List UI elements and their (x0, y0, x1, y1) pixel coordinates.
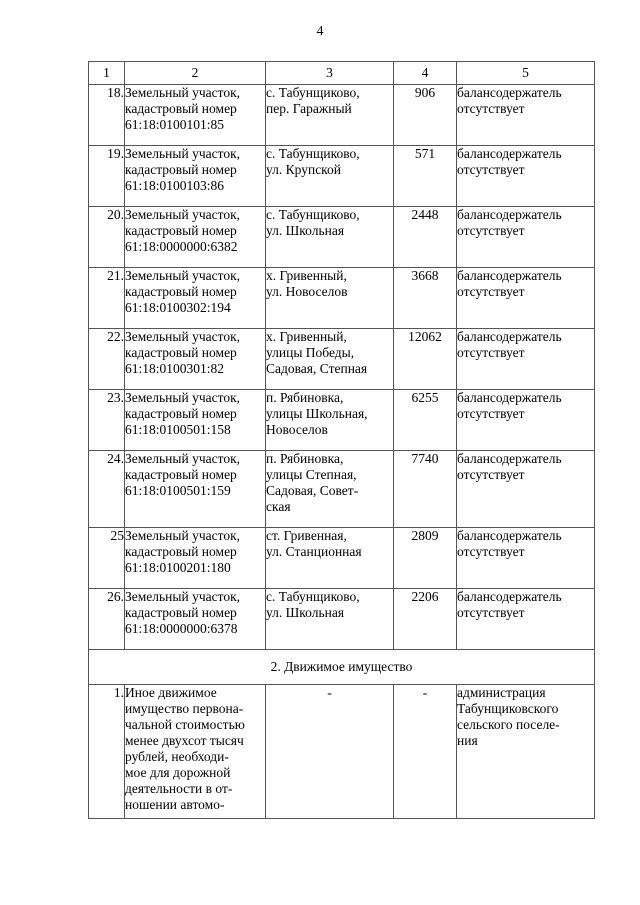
property-name: Земельный участок, кадастровый номер 61:18:0100301:82 (125, 329, 241, 376)
balance-holder: балансодержатель отсутствует (457, 268, 562, 299)
row-number: 23. (89, 390, 125, 451)
balance-holder: балансодержатель отсутствует (457, 329, 562, 360)
property-address: - (266, 685, 394, 819)
row-number: 20. (89, 207, 125, 268)
table-row (89, 268, 595, 329)
table-row (89, 146, 595, 207)
property-area: 7740 (394, 451, 457, 528)
column-header: 3 (266, 62, 394, 85)
property-area: 906 (394, 85, 457, 146)
column-header: 5 (457, 62, 595, 85)
row-number: 21. (89, 268, 125, 329)
property-name: Земельный участок, кадастровый номер 61:18:0000000:6382 (125, 207, 241, 254)
balance-holder: балансодержатель отсутствует (457, 85, 562, 116)
column-header: 1 (89, 62, 125, 85)
property-area: 2206 (394, 589, 457, 650)
property-name: Земельный участок, кадастровый номер 61:18:0100501:158 (125, 390, 241, 437)
balance-holder: балансодержатель отсутствует (457, 451, 562, 482)
property-area: - (394, 685, 457, 819)
property-address: х. Гривенный, ул. Новоселов (266, 268, 348, 299)
property-registry-table (88, 61, 595, 819)
balance-holder: администрация Табунщиковского сельского поселе- ния (457, 685, 560, 748)
property-area: 571 (394, 146, 457, 207)
property-name: Земельный участок, кадастровый номер 61:18:0100103:86 (125, 146, 241, 193)
property-address: с. Табунщиково, ул. Школьная (266, 207, 360, 238)
table-row (89, 390, 595, 451)
table-row (89, 451, 595, 528)
balance-holder: балансодержатель отсутствует (457, 146, 562, 177)
property-name: Земельный участок, кадастровый номер 61:18:0100201:180 (125, 528, 241, 575)
property-address: п. Рябиновка, улицы Школьная, Новоселов (266, 390, 368, 437)
balance-holder: балансодержатель отсутствует (457, 528, 562, 559)
property-address: ст. Гривенная, ул. Станционная (266, 528, 362, 559)
property-name: Земельный участок, кадастровый номер 61:18:0100101:85 (125, 85, 241, 132)
balance-holder: балансодержатель отсутствует (457, 589, 562, 620)
row-number: 25 (89, 528, 125, 589)
balance-holder: балансодержатель отсутствует (457, 390, 562, 421)
table-row (89, 85, 595, 146)
row-number: 22. (89, 329, 125, 390)
property-name: Земельный участок, кадастровый номер 61:18:0000000:6378 (125, 589, 241, 636)
property-name: Земельный участок, кадастровый номер 61:18:0100501:159 (125, 451, 241, 498)
property-name: Земельный участок, кадастровый номер 61:18:0100302:194 (125, 268, 241, 315)
row-number: 1. (89, 685, 125, 819)
property-area: 2448 (394, 207, 457, 268)
table-row (89, 207, 595, 268)
column-header: 2 (125, 62, 266, 85)
property-address: х. Гривенный, улицы Победы, Садовая, Степная (266, 329, 368, 376)
row-number: 24. (89, 451, 125, 528)
section-title: 2. Движимое имущество (89, 650, 595, 685)
row-number: 19. (89, 146, 125, 207)
row-number: 26. (89, 589, 125, 650)
table-row (89, 329, 595, 390)
property-area: 2809 (394, 528, 457, 589)
property-area: 6255 (394, 390, 457, 451)
property-name: Иное движимое имущество первона- чальной стоимостью менее двухсот тысяч рублей, необходи- мое для дорожной деятельности в от- ношении автомо- (125, 685, 245, 812)
table-row (89, 528, 595, 589)
balance-holder: балансодержатель отсутствует (457, 207, 562, 238)
property-address: с. Табунщиково, ул. Школьная (266, 589, 360, 620)
table-header-row (89, 62, 595, 85)
section-row (89, 650, 595, 685)
column-header: 4 (394, 62, 457, 85)
row-number: 18. (89, 85, 125, 146)
property-area: 3668 (394, 268, 457, 329)
table-row (89, 685, 595, 819)
page-number: 4 (316, 24, 324, 39)
property-address: с. Табунщиково, пер. Гаражный (266, 85, 360, 116)
property-address: с. Табунщиково, ул. Крупской (266, 146, 360, 177)
property-address: п. Рябиновка, улицы Степная, Садовая, Совет- ская (266, 451, 359, 514)
table-row (89, 589, 595, 650)
property-area: 12062 (394, 329, 457, 390)
